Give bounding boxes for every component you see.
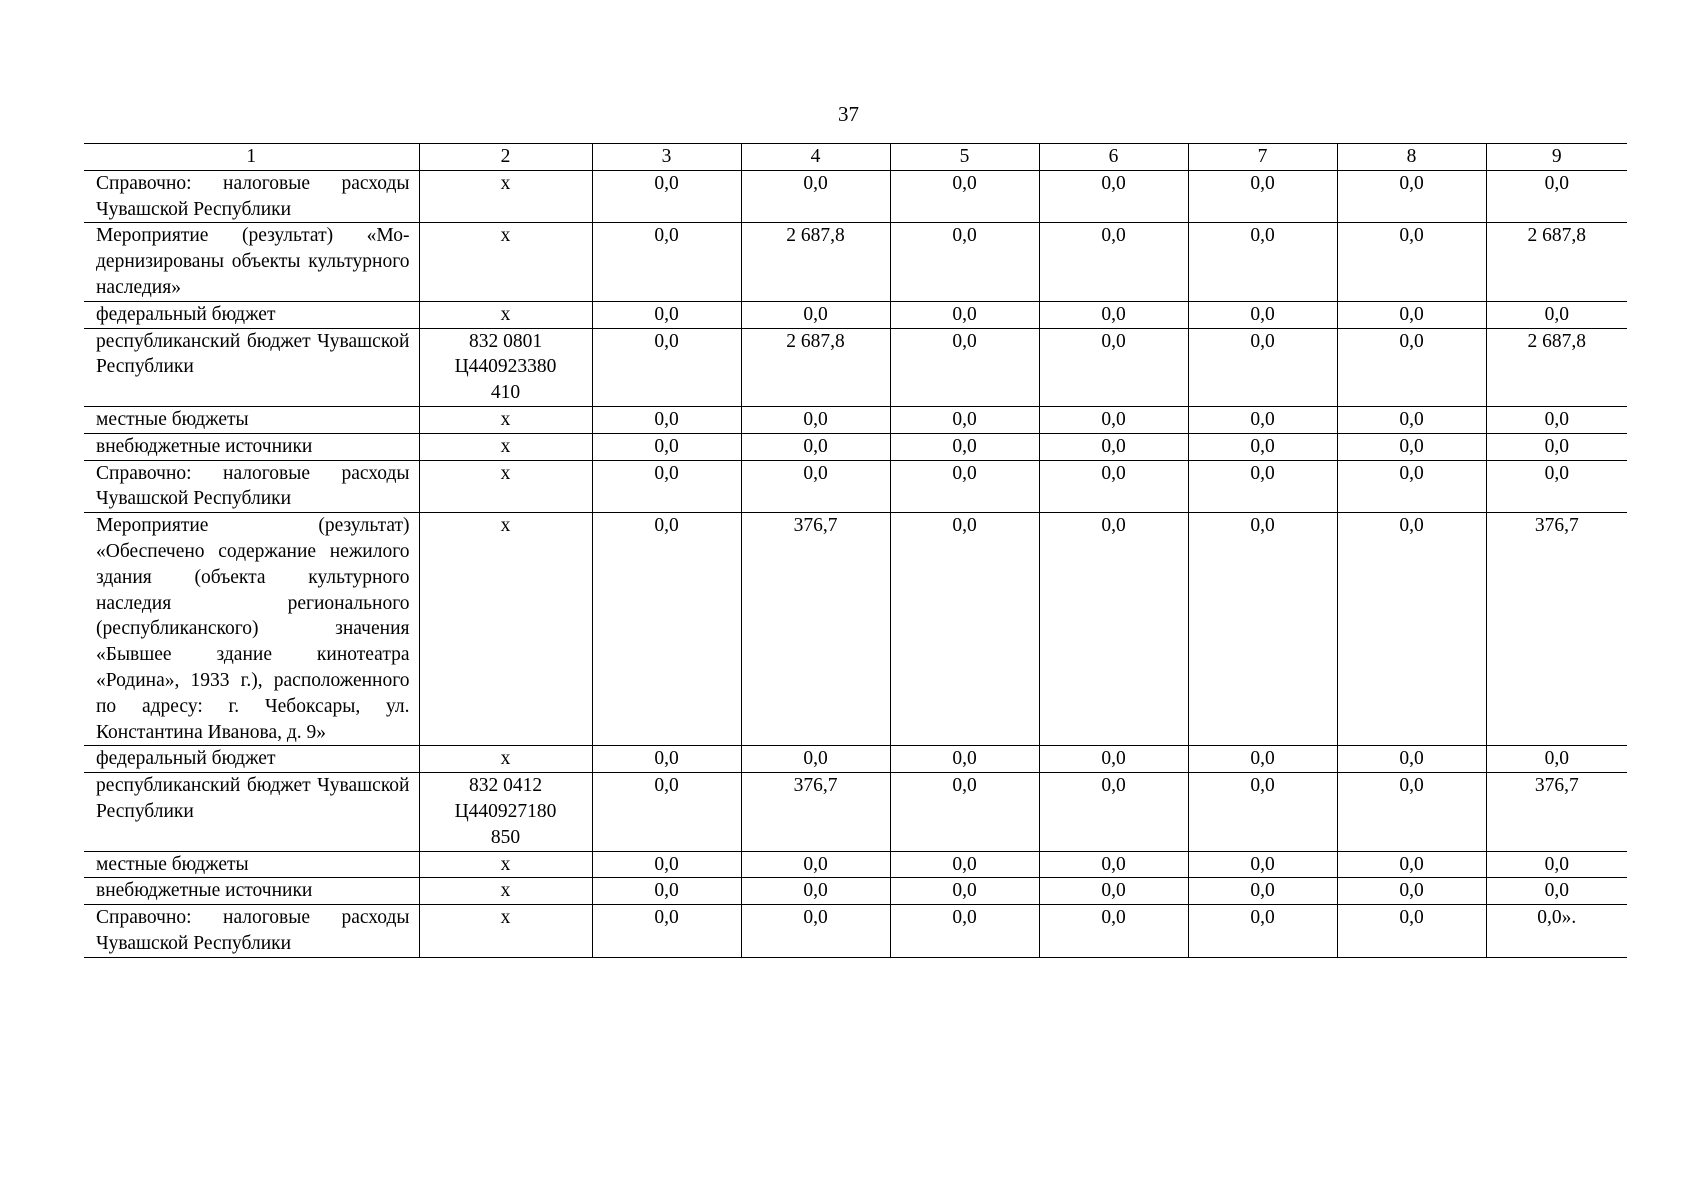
budget-code-cell: х: [419, 170, 592, 223]
table-row: [84, 223, 1627, 301]
value-cell-col6: 0,0: [1039, 851, 1188, 878]
value-cell-col4: 0,0: [741, 460, 890, 513]
value-cell-col3: 0,0: [592, 905, 741, 958]
value-cell-col8: 0,0: [1337, 773, 1486, 851]
value-cell-col3: 0,0: [592, 513, 741, 746]
value-cell-col6: 0,0: [1039, 513, 1188, 746]
value-cell-col7: 0,0: [1188, 746, 1337, 773]
budget-code-cell: х: [419, 433, 592, 460]
value-cell-col3: 0,0: [592, 460, 741, 513]
value-cell-col5: 0,0: [890, 301, 1039, 328]
value-cell-col4: 0,0: [741, 433, 890, 460]
value-cell-col7: 0,0: [1188, 406, 1337, 433]
value-cell-col6: 0,0: [1039, 328, 1188, 406]
value-cell-col5: 0,0: [890, 170, 1039, 223]
row-label-cell: федеральный бюджет: [84, 301, 419, 328]
value-cell-col9: 0,0: [1486, 460, 1627, 513]
budget-code-cell: х: [419, 460, 592, 513]
value-cell-col4: 0,0: [741, 905, 890, 958]
table-row: [84, 878, 1627, 905]
row-label-cell: местные бюджеты: [84, 406, 419, 433]
value-cell-col3: 0,0: [592, 223, 741, 301]
value-cell-col4: 376,7: [741, 513, 890, 746]
row-label-cell: местные бюджеты: [84, 851, 419, 878]
value-cell-col7: 0,0: [1188, 433, 1337, 460]
value-cell-col4: 2 687,8: [741, 223, 890, 301]
value-cell-col6: 0,0: [1039, 433, 1188, 460]
budget-code-cell: х: [419, 878, 592, 905]
row-label-cell: внебюджетные источники: [84, 878, 419, 905]
budget-code-cell: 832 0412 Ц440927180 850: [419, 773, 592, 851]
value-cell-col5: 0,0: [890, 406, 1039, 433]
value-cell-col7: 0,0: [1188, 878, 1337, 905]
value-cell-col8: 0,0: [1337, 513, 1486, 746]
value-cell-col3: 0,0: [592, 328, 741, 406]
value-cell-col8: 0,0: [1337, 460, 1486, 513]
budget-code-cell: х: [419, 851, 592, 878]
value-cell-col4: 0,0: [741, 746, 890, 773]
value-cell-col5: 0,0: [890, 460, 1039, 513]
value-cell-col5: 0,0: [890, 328, 1039, 406]
value-cell-col3: 0,0: [592, 170, 741, 223]
value-cell-col8: 0,0: [1337, 746, 1486, 773]
value-cell-col5: 0,0: [890, 905, 1039, 958]
value-cell-col6: 0,0: [1039, 773, 1188, 851]
value-cell-col9: 0,0».: [1486, 905, 1627, 958]
value-cell-col7: 0,0: [1188, 905, 1337, 958]
value-cell-col4: 0,0: [741, 301, 890, 328]
table-row: [84, 905, 1627, 958]
value-cell-col5: 0,0: [890, 878, 1039, 905]
table-row: [84, 301, 1627, 328]
row-label-cell: республиканский бюджет Чувашской Республики: [84, 773, 419, 851]
table-body: [84, 144, 1627, 958]
row-label-cell: республиканский бюджет Чувашской Республики: [84, 328, 419, 406]
budget-code-cell: х: [419, 223, 592, 301]
table-row: [84, 433, 1627, 460]
value-cell-col7: 0,0: [1188, 773, 1337, 851]
value-cell-col9: 0,0: [1486, 301, 1627, 328]
value-cell-col4: 376,7: [741, 773, 890, 851]
value-cell-col8: 0,0: [1337, 301, 1486, 328]
value-cell-col5: 0,0: [890, 433, 1039, 460]
value-cell-col6: 0,0: [1039, 460, 1188, 513]
value-cell-col9: 2 687,8: [1486, 328, 1627, 406]
value-cell-col5: 0,0: [890, 223, 1039, 301]
value-cell-col4: 0,0: [741, 170, 890, 223]
budget-code-cell: х: [419, 406, 592, 433]
value-cell-col5: 0,0: [890, 513, 1039, 746]
value-cell-col5: 0,0: [890, 746, 1039, 773]
budget-code-cell: 832 0801 Ц440923380 410: [419, 328, 592, 406]
value-cell-col7: 0,0: [1188, 851, 1337, 878]
row-label-cell: Мероприятие (результат) «Обеспечено содержание нежилого здания (объекта культурного наследия регионального (республиканского) значения «Бывшее здание кинотеатра «Родина», 1933 г.), расположенного по адресу: г. Чебоксары, ул. Константина Иванова, д. 9»: [84, 513, 419, 746]
table-row: [84, 406, 1627, 433]
budget-code-cell: х: [419, 513, 592, 746]
column-header-3: 3: [592, 144, 741, 171]
value-cell-col8: 0,0: [1337, 878, 1486, 905]
value-cell-col5: 0,0: [890, 773, 1039, 851]
value-cell-col9: 2 687,8: [1486, 223, 1627, 301]
column-header-1: 1: [84, 144, 419, 171]
budget-table: [84, 143, 1627, 958]
header-row: [84, 144, 1627, 171]
table-row: [84, 773, 1627, 851]
row-label-cell: Мероприятие (результат) «Модернизированы объекты культурного наследия»: [84, 223, 419, 301]
value-cell-col4: 2 687,8: [741, 328, 890, 406]
value-cell-col9: 0,0: [1486, 878, 1627, 905]
value-cell-col3: 0,0: [592, 746, 741, 773]
value-cell-col8: 0,0: [1337, 170, 1486, 223]
value-cell-col4: 0,0: [741, 851, 890, 878]
value-cell-col6: 0,0: [1039, 746, 1188, 773]
value-cell-col3: 0,0: [592, 406, 741, 433]
value-cell-col9: 0,0: [1486, 851, 1627, 878]
value-cell-col8: 0,0: [1337, 223, 1486, 301]
table-row: [84, 328, 1627, 406]
value-cell-col8: 0,0: [1337, 406, 1486, 433]
value-cell-col3: 0,0: [592, 433, 741, 460]
row-label-cell: внебюджетные источники: [84, 433, 419, 460]
value-cell-col3: 0,0: [592, 851, 741, 878]
value-cell-col8: 0,0: [1337, 851, 1486, 878]
value-cell-col8: 0,0: [1337, 433, 1486, 460]
value-cell-col9: 0,0: [1486, 433, 1627, 460]
column-header-2: 2: [419, 144, 592, 171]
column-header-5: 5: [890, 144, 1039, 171]
value-cell-col6: 0,0: [1039, 905, 1188, 958]
value-cell-col3: 0,0: [592, 301, 741, 328]
value-cell-col6: 0,0: [1039, 170, 1188, 223]
row-label-cell: Справочно: налоговые расходы Чувашской Республики: [84, 170, 419, 223]
value-cell-col9: 376,7: [1486, 773, 1627, 851]
table-row: [84, 851, 1627, 878]
value-cell-col3: 0,0: [592, 878, 741, 905]
value-cell-col9: 0,0: [1486, 406, 1627, 433]
row-label-cell: Справочно: налоговые расходы Чувашской Республики: [84, 905, 419, 958]
value-cell-col9: 0,0: [1486, 746, 1627, 773]
value-cell-col3: 0,0: [592, 773, 741, 851]
table-row: [84, 513, 1627, 746]
table-row: [84, 170, 1627, 223]
value-cell-col8: 0,0: [1337, 328, 1486, 406]
value-cell-col4: 0,0: [741, 406, 890, 433]
value-cell-col9: 376,7: [1486, 513, 1627, 746]
value-cell-col6: 0,0: [1039, 406, 1188, 433]
value-cell-col7: 0,0: [1188, 328, 1337, 406]
column-header-8: 8: [1337, 144, 1486, 171]
value-cell-col4: 0,0: [741, 878, 890, 905]
column-header-4: 4: [741, 144, 890, 171]
budget-code-cell: х: [419, 301, 592, 328]
value-cell-col7: 0,0: [1188, 460, 1337, 513]
value-cell-col9: 0,0: [1486, 170, 1627, 223]
column-header-9: 9: [1486, 144, 1627, 171]
table-row: [84, 746, 1627, 773]
column-header-6: 6: [1039, 144, 1188, 171]
column-header-7: 7: [1188, 144, 1337, 171]
row-label-cell: федеральный бюджет: [84, 746, 419, 773]
value-cell-col7: 0,0: [1188, 170, 1337, 223]
table-row: [84, 460, 1627, 513]
value-cell-col6: 0,0: [1039, 301, 1188, 328]
value-cell-col8: 0,0: [1337, 905, 1486, 958]
budget-code-cell: х: [419, 905, 592, 958]
value-cell-col5: 0,0: [890, 851, 1039, 878]
budget-code-cell: х: [419, 746, 592, 773]
value-cell-col6: 0,0: [1039, 223, 1188, 301]
value-cell-col7: 0,0: [1188, 223, 1337, 301]
row-label-cell: Справочно: налоговые расходы Чувашской Республики: [84, 460, 419, 513]
page-number: 37: [838, 102, 859, 126]
value-cell-col7: 0,0: [1188, 513, 1337, 746]
value-cell-col6: 0,0: [1039, 878, 1188, 905]
value-cell-col7: 0,0: [1188, 301, 1337, 328]
